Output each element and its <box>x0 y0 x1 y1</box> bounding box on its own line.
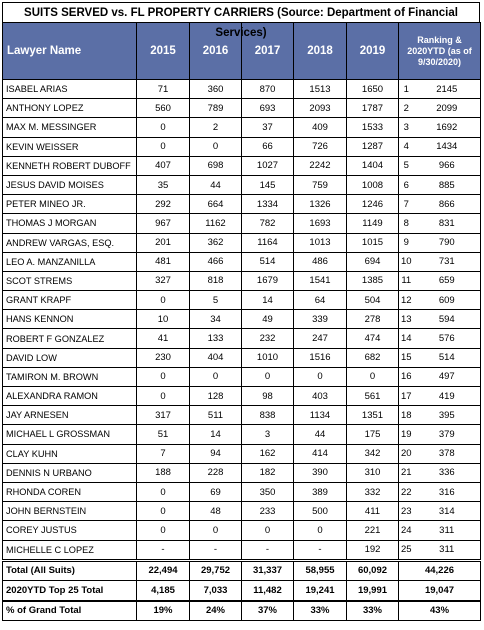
table-row <box>3 387 481 406</box>
lawyer-name-cell: MICHAEL L GROSSMAN <box>3 425 137 444</box>
lawyer-name-cell: SCOT STREMS <box>3 271 137 290</box>
table-row <box>3 444 481 463</box>
suits-2019-cell: 1351 <box>347 406 399 425</box>
lawyer-name-cell: KEVIN WEISSER <box>3 137 137 156</box>
ytd-2020-cell: 831 <box>414 214 481 233</box>
rank-cell: 10 <box>399 252 414 271</box>
totals-row <box>3 581 481 601</box>
suits-2016-cell: 228 <box>190 463 242 482</box>
table-row <box>3 271 481 290</box>
table-row <box>3 540 481 560</box>
suits-2015-cell: 7 <box>137 444 190 463</box>
suits-2019-cell: 342 <box>347 444 399 463</box>
suits-2018-cell: 1693 <box>294 214 347 233</box>
suits-2018-cell: 1513 <box>294 80 347 99</box>
totals-row <box>3 560 481 581</box>
suits-2015-cell: 71 <box>137 80 190 99</box>
ytd-2020-cell: 311 <box>414 540 481 560</box>
ytd-2020-cell: 378 <box>414 444 481 463</box>
suits-2018-cell: 1013 <box>294 233 347 252</box>
ytd-2020-cell: 514 <box>414 348 481 367</box>
suits-table <box>2 22 481 621</box>
totals-value-cell: 22,494 <box>137 560 190 581</box>
totals-value-cell: 19,241 <box>294 581 347 601</box>
suits-2017-cell: 838 <box>242 406 294 425</box>
suits-2016-cell: 1162 <box>190 214 242 233</box>
lawyer-name-cell: JAY ARNESEN <box>3 406 137 425</box>
ytd-2020-cell: 790 <box>414 233 481 252</box>
suits-2016-cell: 2 <box>190 118 242 137</box>
suits-2015-cell: 0 <box>137 367 190 386</box>
table-title: SUITS SERVED vs. FL PROPERTY CARRIERS (Source: Department of Financial Services) <box>2 2 480 22</box>
totals-value-cell: 24% <box>190 601 242 621</box>
suits-2017-cell: 1164 <box>242 233 294 252</box>
suits-2017-cell: 182 <box>242 463 294 482</box>
suits-2016-cell: 789 <box>190 99 242 118</box>
rank-cell: 8 <box>399 214 414 233</box>
lawyer-name-cell: ROBERT F GONZALEZ <box>3 329 137 348</box>
suits-2018-cell: 2242 <box>294 156 347 175</box>
suits-2019-cell: 1008 <box>347 175 399 194</box>
ytd-2020-cell: 609 <box>414 291 481 310</box>
suits-2016-cell: 14 <box>190 425 242 444</box>
suits-2017-cell: 1010 <box>242 348 294 367</box>
suits-2019-cell: 1650 <box>347 80 399 99</box>
suits-2018-cell: 64 <box>294 291 347 310</box>
suits-2018-cell: 414 <box>294 444 347 463</box>
suits-2017-cell: 37 <box>242 118 294 137</box>
suits-2019-cell: 694 <box>347 252 399 271</box>
suits-2016-cell: 34 <box>190 310 242 329</box>
totals-value-cell: 19% <box>137 601 190 621</box>
rank-cell: 15 <box>399 348 414 367</box>
rank-cell: 5 <box>399 156 414 175</box>
lawyer-name-cell: THOMAS J MORGAN <box>3 214 137 233</box>
totals-value-cell: 11,482 <box>242 581 294 601</box>
suits-2019-cell: 1015 <box>347 233 399 252</box>
rank-cell: 17 <box>399 387 414 406</box>
suits-2017-cell: 514 <box>242 252 294 271</box>
rank-cell: 18 <box>399 406 414 425</box>
table-row <box>3 195 481 214</box>
rank-cell: 2 <box>399 99 414 118</box>
rank-cell: 11 <box>399 271 414 290</box>
rank-cell: 13 <box>399 310 414 329</box>
lawyer-name-cell: CLAY KUHN <box>3 444 137 463</box>
suits-2015-cell: 292 <box>137 195 190 214</box>
suits-2019-cell: 0 <box>347 367 399 386</box>
suits-2019-cell: 474 <box>347 329 399 348</box>
header-year-2016: 2016 <box>190 23 242 80</box>
suits-2015-cell: 0 <box>137 137 190 156</box>
lawyer-name-cell: COREY JUSTUS <box>3 521 137 540</box>
totals-ytd-cell: 44,226 <box>399 560 481 581</box>
ytd-2020-cell: 311 <box>414 521 481 540</box>
suits-2016-cell: - <box>190 540 242 560</box>
suits-2016-cell: 69 <box>190 482 242 501</box>
suits-2019-cell: 1787 <box>347 99 399 118</box>
header-ranking-2020ytd: Ranking & 2020YTD (as of 9/30/2020) <box>399 23 481 80</box>
lawyer-name-cell: LEO A. MANZANILLA <box>3 252 137 271</box>
suits-2016-cell: 94 <box>190 444 242 463</box>
suits-2019-cell: 1404 <box>347 156 399 175</box>
suits-2015-cell: 41 <box>137 329 190 348</box>
suits-2015-cell: 201 <box>137 233 190 252</box>
lawyer-rows <box>3 80 481 561</box>
rank-cell: 22 <box>399 482 414 501</box>
rank-cell: 19 <box>399 425 414 444</box>
suits-2016-cell: 48 <box>190 502 242 521</box>
suits-2017-cell: 0 <box>242 367 294 386</box>
ytd-2020-cell: 419 <box>414 387 481 406</box>
suits-2015-cell: 407 <box>137 156 190 175</box>
suits-2018-cell: 1134 <box>294 406 347 425</box>
rank-cell: 6 <box>399 175 414 194</box>
totals-value-cell: 33% <box>294 601 347 621</box>
suits-2018-cell: 2093 <box>294 99 347 118</box>
header-year-2019: 2019 <box>347 23 399 80</box>
suits-2019-cell: 278 <box>347 310 399 329</box>
table-row <box>3 406 481 425</box>
suits-2019-cell: 332 <box>347 482 399 501</box>
ytd-2020-cell: 314 <box>414 502 481 521</box>
suits-2016-cell: 466 <box>190 252 242 271</box>
totals-value-cell: 37% <box>242 601 294 621</box>
suits-2017-cell: 145 <box>242 175 294 194</box>
suits-2017-cell: 1334 <box>242 195 294 214</box>
suits-2017-cell: 1027 <box>242 156 294 175</box>
suits-2018-cell: 1516 <box>294 348 347 367</box>
lawyer-name-cell: RHONDA COREN <box>3 482 137 501</box>
rank-cell: 24 <box>399 521 414 540</box>
ytd-2020-cell: 2099 <box>414 99 481 118</box>
table-row <box>3 118 481 137</box>
totals-value-cell: 33% <box>347 601 399 621</box>
suits-2017-cell: 3 <box>242 425 294 444</box>
suits-2018-cell: 486 <box>294 252 347 271</box>
rank-cell: 9 <box>399 233 414 252</box>
table-row <box>3 137 481 156</box>
suits-table-container <box>2 2 480 621</box>
ytd-2020-cell: 594 <box>414 310 481 329</box>
suits-2018-cell: - <box>294 540 347 560</box>
suits-2015-cell: 0 <box>137 482 190 501</box>
ytd-2020-cell: 731 <box>414 252 481 271</box>
rank-cell: 14 <box>399 329 414 348</box>
suits-2019-cell: 221 <box>347 521 399 540</box>
suits-2019-cell: 504 <box>347 291 399 310</box>
suits-2016-cell: 0 <box>190 521 242 540</box>
suits-2016-cell: 362 <box>190 233 242 252</box>
suits-2017-cell: 232 <box>242 329 294 348</box>
suits-2015-cell: 51 <box>137 425 190 444</box>
rank-cell: 3 <box>399 118 414 137</box>
table-row <box>3 521 481 540</box>
table-row <box>3 252 481 271</box>
rank-cell: 7 <box>399 195 414 214</box>
totals-value-cell: 58,955 <box>294 560 347 581</box>
ytd-2020-cell: 576 <box>414 329 481 348</box>
totals-ytd-cell: 19,047 <box>399 581 481 601</box>
suits-2016-cell: 404 <box>190 348 242 367</box>
totals-section <box>3 560 481 621</box>
suits-2016-cell: 698 <box>190 156 242 175</box>
ytd-2020-cell: 885 <box>414 175 481 194</box>
suits-2018-cell: 0 <box>294 521 347 540</box>
totals-value-cell: 7,033 <box>190 581 242 601</box>
lawyer-name-cell: DENNIS N URBANO <box>3 463 137 482</box>
suits-2015-cell: 481 <box>137 252 190 271</box>
ytd-2020-cell: 1692 <box>414 118 481 137</box>
suits-2016-cell: 128 <box>190 387 242 406</box>
suits-2018-cell: 1541 <box>294 271 347 290</box>
totals-value-cell: 4,185 <box>137 581 190 601</box>
ytd-2020-cell: 497 <box>414 367 481 386</box>
suits-2018-cell: 339 <box>294 310 347 329</box>
suits-2018-cell: 403 <box>294 387 347 406</box>
lawyer-name-cell: JESUS DAVID MOISES <box>3 175 137 194</box>
totals-label: Total (All Suits) <box>3 560 137 581</box>
table-row <box>3 367 481 386</box>
suits-2018-cell: 389 <box>294 482 347 501</box>
totals-value-cell: 31,337 <box>242 560 294 581</box>
ytd-2020-cell: 379 <box>414 425 481 444</box>
rank-cell: 16 <box>399 367 414 386</box>
suits-2018-cell: 726 <box>294 137 347 156</box>
suits-2016-cell: 664 <box>190 195 242 214</box>
suits-2018-cell: 759 <box>294 175 347 194</box>
table-row <box>3 463 481 482</box>
suits-2015-cell: 0 <box>137 521 190 540</box>
totals-label: 2020YTD Top 25 Total <box>3 581 137 601</box>
suits-2019-cell: 411 <box>347 502 399 521</box>
suits-2015-cell: 0 <box>137 118 190 137</box>
suits-2015-cell: 35 <box>137 175 190 194</box>
suits-2017-cell: 782 <box>242 214 294 233</box>
suits-2019-cell: 192 <box>347 540 399 560</box>
suits-2015-cell: 0 <box>137 387 190 406</box>
suits-2017-cell: 1679 <box>242 271 294 290</box>
table-row <box>3 99 481 118</box>
table-row <box>3 233 481 252</box>
suits-2017-cell: 350 <box>242 482 294 501</box>
table-row <box>3 329 481 348</box>
suits-2015-cell: 967 <box>137 214 190 233</box>
lawyer-name-cell: ALEXANDRA RAMON <box>3 387 137 406</box>
lawyer-name-cell: ANTHONY LOPEZ <box>3 99 137 118</box>
suits-2017-cell: 870 <box>242 80 294 99</box>
lawyer-name-cell: JOHN BERNSTEIN <box>3 502 137 521</box>
suits-2018-cell: 44 <box>294 425 347 444</box>
suits-2017-cell: 98 <box>242 387 294 406</box>
table-row <box>3 80 481 99</box>
rank-cell: 4 <box>399 137 414 156</box>
suits-2016-cell: 360 <box>190 80 242 99</box>
totals-value-cell: 19,991 <box>347 581 399 601</box>
suits-2017-cell: 693 <box>242 99 294 118</box>
rank-cell: 12 <box>399 291 414 310</box>
lawyer-name-cell: HANS KENNON <box>3 310 137 329</box>
totals-ytd-cell: 43% <box>399 601 481 621</box>
header-year-2017: 2017 <box>242 23 294 80</box>
suits-2017-cell: 66 <box>242 137 294 156</box>
lawyer-name-cell: PETER MINEO JR. <box>3 195 137 214</box>
ytd-2020-cell: 659 <box>414 271 481 290</box>
suits-2015-cell: 560 <box>137 99 190 118</box>
suits-2017-cell: - <box>242 540 294 560</box>
suits-2015-cell: 0 <box>137 291 190 310</box>
header-year-2015: 2015 <box>137 23 190 80</box>
suits-2015-cell: 327 <box>137 271 190 290</box>
rank-cell: 1 <box>399 80 414 99</box>
header-year-2018: 2018 <box>294 23 347 80</box>
table-row <box>3 310 481 329</box>
suits-2018-cell: 247 <box>294 329 347 348</box>
suits-2019-cell: 1385 <box>347 271 399 290</box>
lawyer-name-cell: DAVID LOW <box>3 348 137 367</box>
suits-2016-cell: 133 <box>190 329 242 348</box>
suits-2017-cell: 233 <box>242 502 294 521</box>
rank-cell: 23 <box>399 502 414 521</box>
suits-2018-cell: 1326 <box>294 195 347 214</box>
table-row <box>3 502 481 521</box>
suits-2019-cell: 1149 <box>347 214 399 233</box>
suits-2015-cell: 317 <box>137 406 190 425</box>
suits-2015-cell: 10 <box>137 310 190 329</box>
suits-2019-cell: 561 <box>347 387 399 406</box>
ytd-2020-cell: 336 <box>414 463 481 482</box>
lawyer-name-cell: KENNETH ROBERT DUBOFF <box>3 156 137 175</box>
totals-row <box>3 601 481 621</box>
rank-cell: 25 <box>399 540 414 560</box>
suits-2017-cell: 49 <box>242 310 294 329</box>
suits-2016-cell: 0 <box>190 137 242 156</box>
suits-2019-cell: 1287 <box>347 137 399 156</box>
suits-2019-cell: 310 <box>347 463 399 482</box>
suits-2019-cell: 682 <box>347 348 399 367</box>
table-row <box>3 214 481 233</box>
suits-2018-cell: 500 <box>294 502 347 521</box>
ytd-2020-cell: 866 <box>414 195 481 214</box>
ytd-2020-cell: 2145 <box>414 80 481 99</box>
suits-2016-cell: 44 <box>190 175 242 194</box>
suits-2015-cell: 230 <box>137 348 190 367</box>
lawyer-name-cell: ANDREW VARGAS, ESQ. <box>3 233 137 252</box>
suits-2015-cell: - <box>137 540 190 560</box>
suits-2018-cell: 390 <box>294 463 347 482</box>
suits-2016-cell: 5 <box>190 291 242 310</box>
ytd-2020-cell: 395 <box>414 406 481 425</box>
lawyer-name-cell: ISABEL ARIAS <box>3 80 137 99</box>
suits-2017-cell: 14 <box>242 291 294 310</box>
suits-2017-cell: 0 <box>242 521 294 540</box>
suits-2016-cell: 0 <box>190 367 242 386</box>
ytd-2020-cell: 1434 <box>414 137 481 156</box>
table-row <box>3 156 481 175</box>
suits-2015-cell: 188 <box>137 463 190 482</box>
suits-2018-cell: 0 <box>294 367 347 386</box>
suits-2018-cell: 409 <box>294 118 347 137</box>
rank-cell: 20 <box>399 444 414 463</box>
rank-cell: 21 <box>399 463 414 482</box>
suits-2017-cell: 162 <box>242 444 294 463</box>
suits-2016-cell: 511 <box>190 406 242 425</box>
totals-value-cell: 29,752 <box>190 560 242 581</box>
lawyer-name-cell: MAX M. MESSINGER <box>3 118 137 137</box>
header-lawyer-name: Lawyer Name <box>3 23 137 80</box>
totals-label: % of Grand Total <box>3 601 137 621</box>
table-row <box>3 348 481 367</box>
suits-2019-cell: 175 <box>347 425 399 444</box>
table-row <box>3 482 481 501</box>
table-row <box>3 175 481 194</box>
lawyer-name-cell: TAMIRON M. BROWN <box>3 367 137 386</box>
suits-2019-cell: 1533 <box>347 118 399 137</box>
suits-2015-cell: 0 <box>137 502 190 521</box>
table-row <box>3 291 481 310</box>
ytd-2020-cell: 966 <box>414 156 481 175</box>
ytd-2020-cell: 316 <box>414 482 481 501</box>
table-row <box>3 425 481 444</box>
lawyer-name-cell: MICHELLE C LOPEZ <box>3 540 137 560</box>
suits-2019-cell: 1246 <box>347 195 399 214</box>
lawyer-name-cell: GRANT KRAPF <box>3 291 137 310</box>
suits-2016-cell: 818 <box>190 271 242 290</box>
totals-value-cell: 60,092 <box>347 560 399 581</box>
